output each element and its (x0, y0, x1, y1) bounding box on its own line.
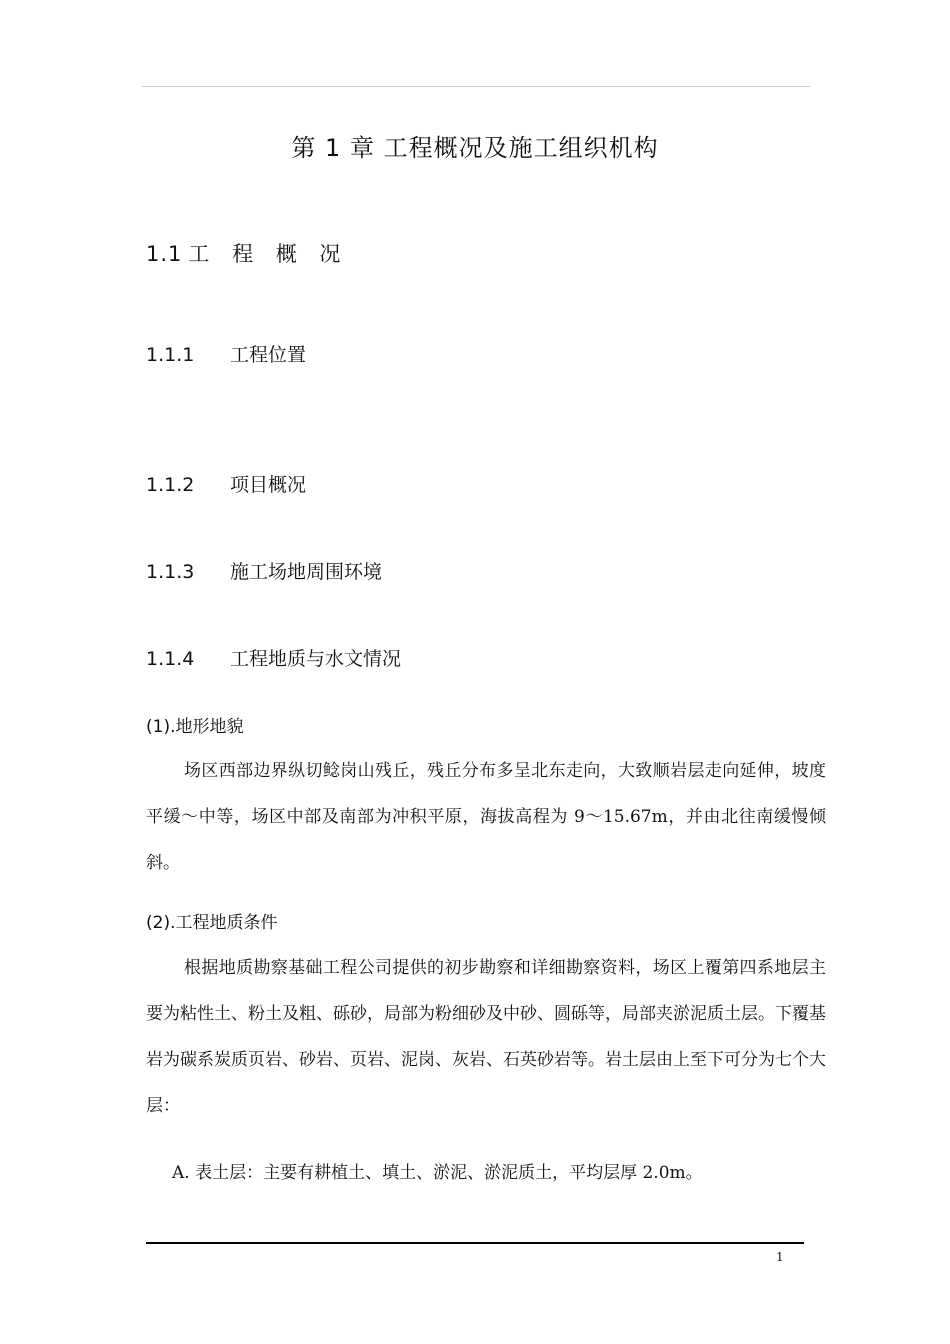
subsection-heading-2 (146, 470, 306, 497)
section-heading (146, 238, 348, 268)
item-heading-terrain: (1).地形地貌 (146, 717, 244, 737)
subsection-number: 1.1.2 (146, 474, 195, 496)
subsection-heading-4 (146, 644, 401, 671)
subsection-number: 1.1.4 (146, 648, 195, 670)
section-title: 工 程 概 况 (188, 242, 349, 266)
subsection-heading-1 (146, 340, 306, 367)
page-number: 1 (776, 1250, 784, 1264)
paragraph-terrain: 场区西部边界纵切鲶岗山残丘，残丘分布多呈北东走向，大致顺岩层走向延伸，坡度平缓～中等，场区中部及南部为冲积平原，海拔高程为 9～15.67m，并由北往南缓慢倾斜。 (146, 761, 826, 873)
subsection-title: 工程位置 (230, 344, 307, 366)
subsection-title: 工程地质与水文情况 (230, 648, 402, 670)
section-number: 1.1 (146, 242, 183, 266)
footer-rule (146, 1242, 804, 1244)
subsection-number: 1.1.1 (146, 344, 195, 366)
chapter-title: 第 1 章 工程概况及施工组织机构 (291, 134, 659, 162)
subsection-heading-3 (146, 557, 382, 584)
item-heading-geology: (2).工程地质条件 (146, 913, 278, 933)
subsection-number: 1.1.3 (146, 561, 195, 583)
subsection-title: 项目概况 (230, 474, 307, 496)
subsection-title: 施工场地周围环境 (230, 561, 383, 583)
header-rule (142, 86, 810, 87)
layer-a-description: A. 表土层：主要有耕植土、填土、淤泥、淤泥质土，平均层厚 2.0m。 (172, 1163, 703, 1183)
paragraph-geology: 根据地质勘察基础工程公司提供的初步勘察和详细勘察资料，场区上覆第四系地层主要为粘性土、粉土及粗、砾砂，局部为粉细砂及中砂、圆砾等，局部夹淤泥质土层。下覆基岩为碳系炭质页岩、砂岩、页岩、泥岗、灰岩、石英砂岩等。岩土层由上至下可分为七个大层： (146, 958, 826, 1116)
